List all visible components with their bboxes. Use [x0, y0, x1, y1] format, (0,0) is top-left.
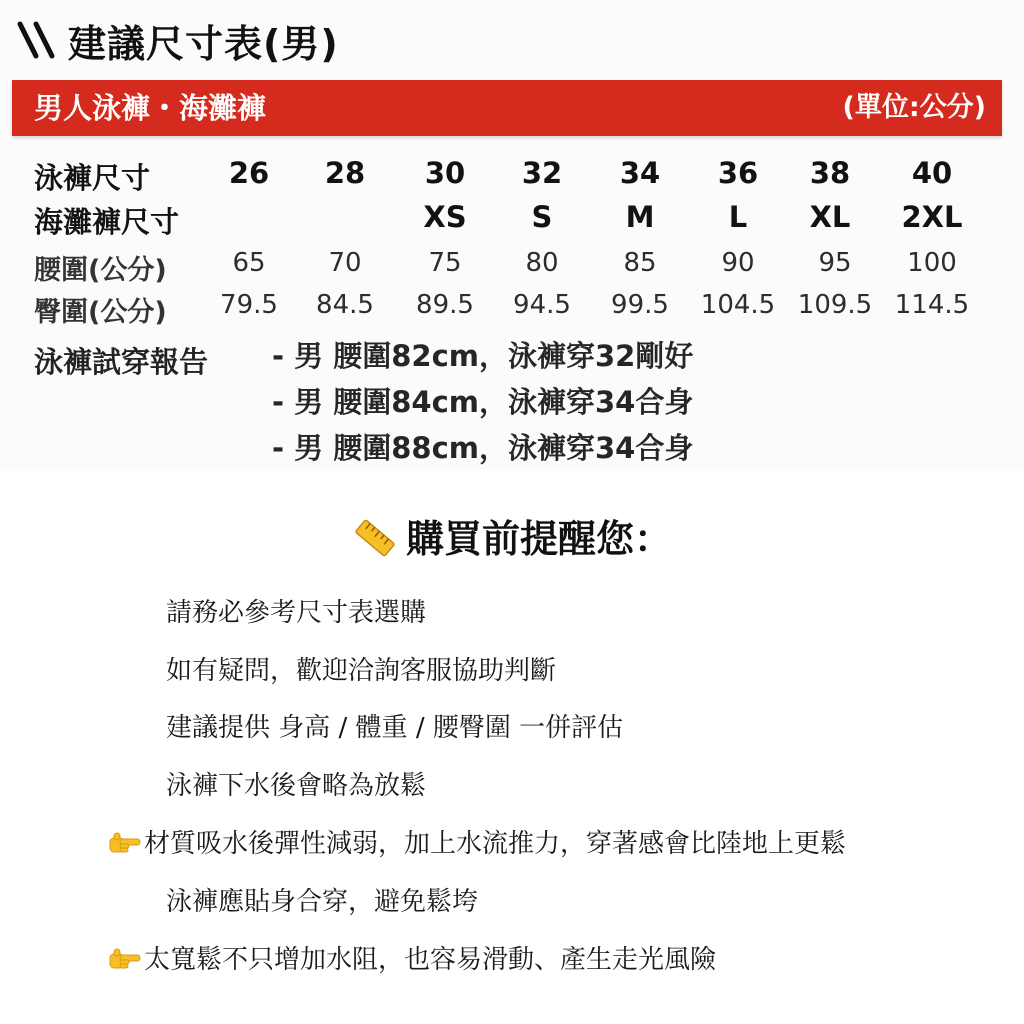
table-cell: 75: [428, 248, 462, 278]
tip-text: 請務必參考尺寸表選購: [166, 598, 427, 628]
tip-item: [166, 592, 426, 629]
tip-text: 建議提供 身高 / 體重 / 腰臀圍 一併評估: [166, 713, 624, 743]
table-cell: 30: [424, 156, 466, 190]
trial-report-item: - 男 腰圍82cm，泳褲穿32剛好: [272, 339, 694, 373]
table-cell: 104.5: [700, 290, 776, 320]
table-cell: 36: [717, 156, 759, 190]
size-chart-section: [0, 0, 1024, 470]
tip-item: [166, 881, 478, 918]
table-cell: 2XL: [901, 200, 963, 234]
table-cell: 100: [907, 248, 957, 278]
table-cell: 26: [228, 156, 270, 190]
tip-text: 泳褲應貼身合穿，避免鬆垮: [166, 887, 479, 917]
table-cell: S: [531, 200, 553, 234]
category-banner: [12, 80, 1002, 136]
table-cell: 109.5: [797, 290, 873, 320]
table-cell: 80: [525, 248, 559, 278]
trial-report-list: [272, 336, 693, 474]
double-slash-icon: [16, 20, 60, 60]
table-cell: M: [625, 200, 655, 234]
table-cell: 89.5: [416, 290, 474, 320]
table-cell: 65: [232, 248, 266, 278]
table-cell: 114.5: [894, 290, 970, 320]
reminder-heading: [0, 508, 1024, 565]
table-cell: 70: [328, 248, 362, 278]
table-cell: 95: [818, 248, 852, 278]
ruler-icon: [352, 515, 398, 561]
table-cell: XS: [423, 200, 467, 234]
banner-category: 男人泳褲・海灘褲: [34, 91, 267, 125]
table-cell: 28: [324, 156, 366, 190]
table-cell: 34: [619, 156, 661, 190]
pointing-hand-icon: [108, 946, 142, 972]
tip-item-highlight: [108, 823, 846, 860]
table-cell: 84.5: [316, 290, 374, 320]
page-title: [16, 12, 339, 68]
pointing-hand-icon: [108, 830, 142, 856]
table-cell: XL: [809, 200, 851, 234]
table-cell: L: [728, 200, 748, 234]
table-cell: 32: [521, 156, 563, 190]
tip-item: [166, 707, 623, 744]
table-cell: 94.5: [513, 290, 571, 320]
tip-text: 泳褲下水後會略為放鬆: [166, 771, 427, 801]
reminder-heading-text: 購買前提醒您：: [405, 517, 672, 561]
table-cell: 90: [721, 248, 755, 278]
tip-item: [166, 765, 426, 802]
row-label: 腰圍(公分): [34, 255, 167, 286]
tip-item: [166, 650, 556, 687]
row-label: 海灘褲尺寸: [34, 205, 180, 239]
row-label: 泳褲尺寸: [34, 161, 151, 195]
table-cell: 38: [809, 156, 851, 190]
row-label: 臀圍(公分): [34, 297, 167, 328]
tip-text: 材質吸水後彈性減弱，加上水流推力，穿著感會比陸地上更鬆: [144, 829, 847, 859]
table-cell: 79.5: [220, 290, 278, 320]
trial-report-item: - 男 腰圍88cm，泳褲穿34合身: [272, 431, 694, 465]
trial-report-label: 泳褲試穿報告: [34, 345, 209, 379]
tip-text: 如有疑問，歡迎洽詢客服協助判斷: [166, 656, 557, 686]
table-cell: 85: [623, 248, 657, 278]
table-cell: 99.5: [611, 290, 669, 320]
tip-text: 太寬鬆不只增加水阻，也容易滑動、產生走光風險: [144, 945, 717, 975]
table-cell: 40: [911, 156, 953, 190]
trial-report-item: - 男 腰圍84cm，泳褲穿34合身: [272, 385, 694, 419]
page-title-text: 建議尺寸表(男): [68, 21, 339, 66]
banner-unit: (單位:公分): [842, 92, 986, 123]
tip-item-highlight: [108, 939, 716, 976]
